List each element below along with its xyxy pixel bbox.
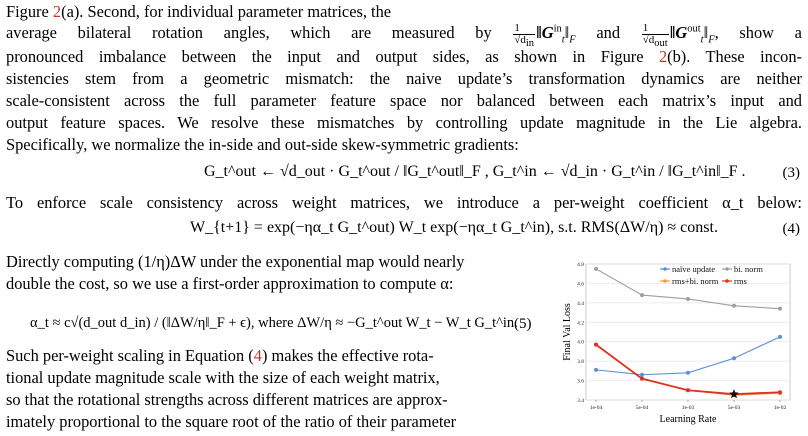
x-tick-label: 5e-04 [635,405,649,411]
y-tick-label: 4.6 [577,281,584,288]
y-tick-label: 4.2 [577,320,584,327]
data-point [732,304,736,308]
data-point [686,371,690,375]
paragraph-line-5: scale-consistent across the full parameter feature space nor balanced between each matrix’s input and [6,91,802,110]
figure-ref-link[interactable]: 2 [52,2,62,21]
y-tick-label: 4.8 [577,262,584,268]
data-point [640,373,644,377]
x-axis-label: Learning Rate [659,414,717,425]
paragraph-line-1 [6,1,391,23]
paragraph-line-3 [6,46,802,68]
data-point [778,335,782,339]
text-fragment: average bilateral rotation angles, which are measured by [6,23,492,42]
equation-3: G_t^out ← √d_out · G_t^out / ‖G_t^out‖_F , G_t^in ← √d_in · G_t^in / ‖G_t^in‖_F . [204,163,746,180]
legend-marker [725,267,729,271]
paragraph-line-6: output feature spaces. We resolve these mismatches by controlling update magnitude in the Lie algebra. [6,113,802,132]
text-fragment: (a). Second, for individual parameter matrices, the [61,2,392,21]
paragraph-line-9: Directly computing (1/η)ΔW under the exponential map would nearly [6,252,465,271]
equation-4-number: (4) [782,221,800,237]
norm-gout: $‖G^{out}_t‖_F$ [669,23,715,46]
paragraph-line-4: sistencies stem from a geometric mismatch: the naive update’s transformation dynamics are neither [6,69,802,88]
text-fragment: ) makes the effective rota- [261,346,434,365]
data-point [594,368,598,372]
equation-4: W_{t+1} = exp(−ηα_t G_t^out) W_t exp(−ηα_t G_t^in), s.t. RMS(ΔW/η) ≈ const. [190,219,718,236]
x-tick-label: 1e-02 [773,405,787,411]
legend-label: naïve update [672,264,716,274]
figure-ref-link[interactable]: 2 [658,47,668,66]
legend-marker [663,267,667,271]
paragraph-line-2 [6,21,802,49]
legend-label: bi. norm [734,264,763,274]
y-tick-label: 3.8 [577,359,584,366]
y-tick-label: 3.6 [577,378,584,385]
y-tick-label: 4.4 [577,300,584,307]
data-point [686,297,690,301]
val-loss-chart [562,256,802,432]
legend-label: rms [734,276,747,286]
paragraph-line-11 [6,345,434,367]
paragraph-line-10: double the cost, so we use a first-order approximation to compute α: [6,274,454,293]
y-axis-label: Final Val Loss [562,303,573,361]
data-point [732,356,736,360]
y-tick-label: 4.0 [577,339,584,346]
data-point [640,377,644,381]
x-tick-label: 5e-03 [727,405,741,411]
text-fragment: (b). These incon- [667,47,802,66]
fraction-dout: $\frac{1}{√d_{out}}$ [642,21,668,49]
data-point [594,343,598,347]
paragraph-line-14: imately proportional to the square root of the ratio of their parameter [6,412,457,431]
data-point [640,293,644,297]
text-fragment: and [596,23,641,42]
x-tick-label: 1e-03 [681,405,695,411]
data-point [778,307,782,311]
legend-label: rms+bi. norm [672,276,719,286]
data-point [686,388,690,392]
equation-5-number: (5) [514,316,532,332]
text-fragment: Figure [6,2,53,21]
paragraph-line-12: tional update magnitude scale with the size of each weight matrix, [6,368,440,387]
x-tick-label: 1e-04 [589,405,603,411]
text-fragment: , show a [714,23,802,42]
legend-marker [663,279,667,283]
text-fragment: Such per-weight scaling in Equation ( [6,346,254,365]
legend-marker [725,279,729,283]
norm-gin: $‖G^{in}_t‖_F$ [536,23,576,46]
data-point [594,267,598,271]
data-point [778,390,782,394]
equation-5: α_t ≈ c√(d_out d_in) / (‖ΔW/η‖_F + ϵ), where ΔW/η ≈ −G_t^out W_t − W_t G_t^in. [30,315,518,331]
equation-3-number: (3) [782,165,800,181]
equation-ref-link[interactable]: 4 [253,346,262,365]
fraction-din: $\frac{1}{√d_{in}}$ [514,21,535,49]
y-tick-label: 3.4 [577,398,584,404]
paragraph-line-7: Specifically, we normalize the in-side and out-side skew-symmetric gradients: [6,135,519,154]
paragraph-line-13: so that the rotational strengths across different matrices are approx- [6,390,448,409]
paragraph-line-8: To enforce scale consistency across weight matrices, we introduce a per-weight coefficient α_t below: [6,193,802,212]
text-fragment: pronounced imbalance between the input and output sides, as shown in Figure [6,47,659,66]
